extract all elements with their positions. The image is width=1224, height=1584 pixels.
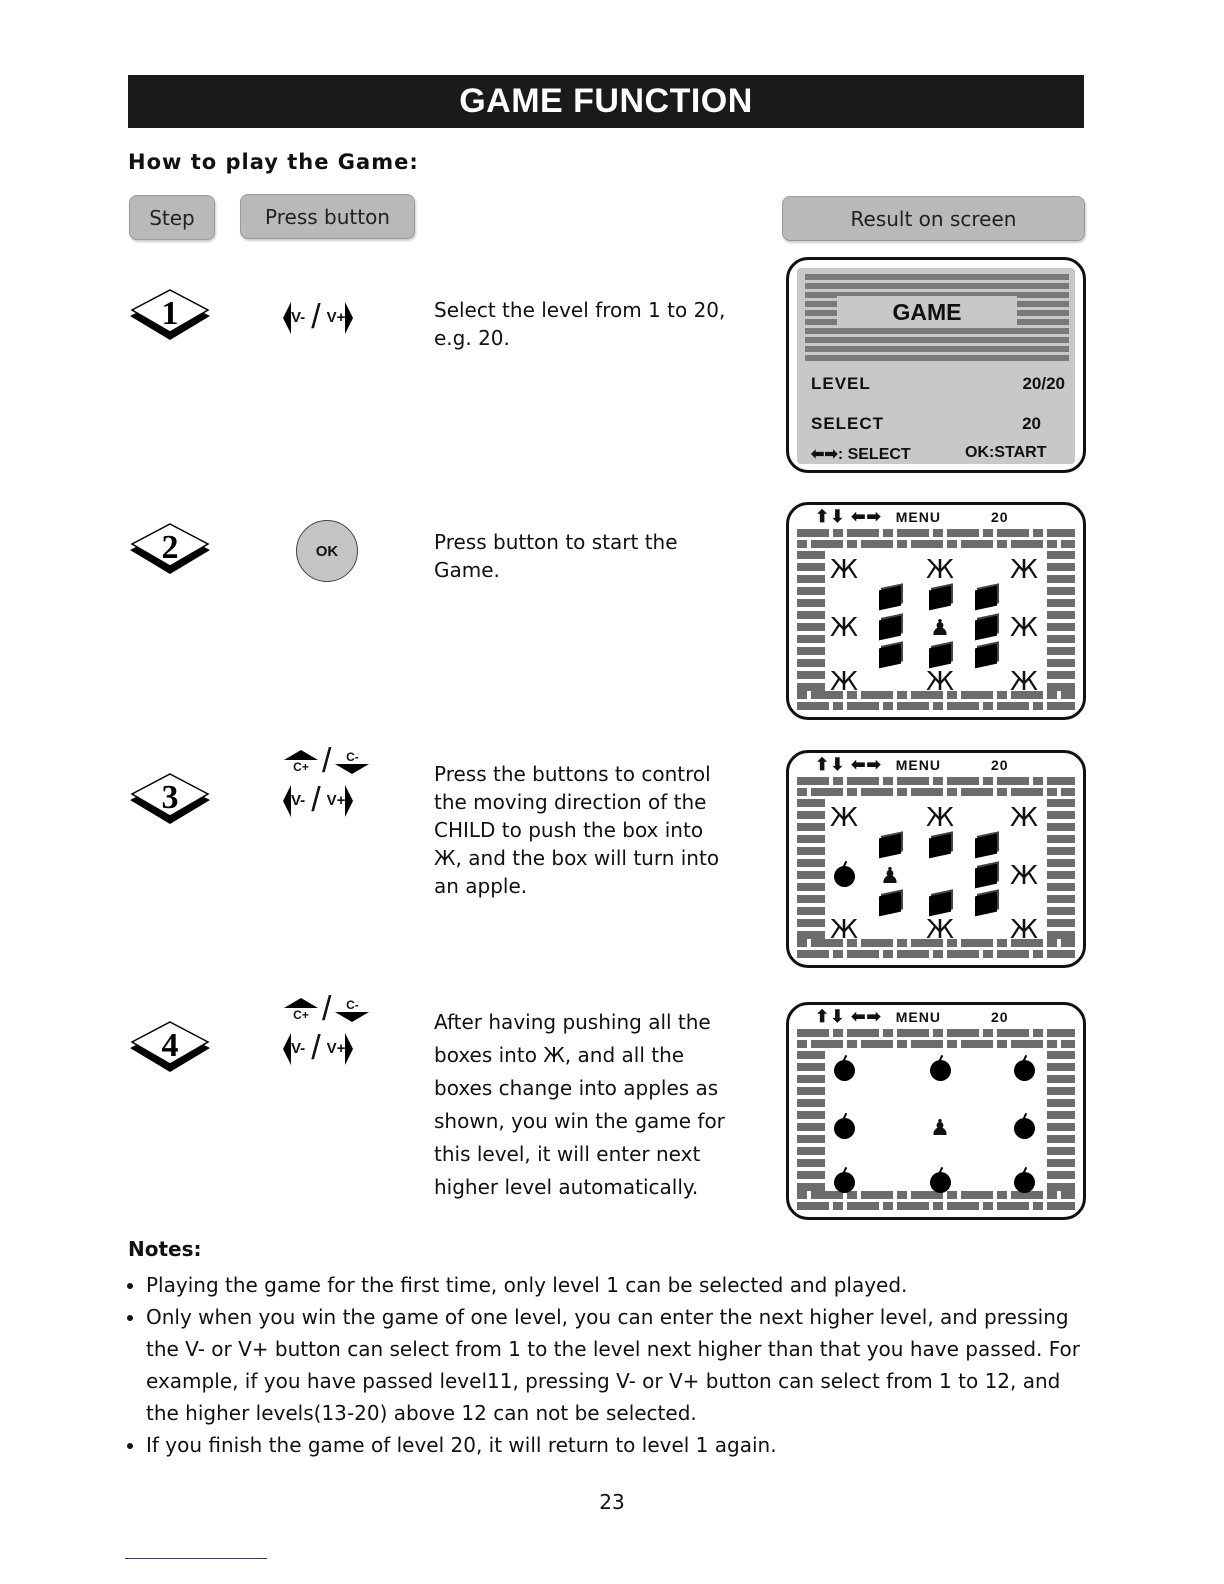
target-icon: Ж [1009,803,1038,833]
notes-section [128,1233,1088,1461]
menu-label: MENU [895,509,941,525]
right-arrow-icon [345,302,353,334]
target-icon: Ж [1009,667,1038,697]
target-icon: Ж [1009,613,1038,643]
press-button-header: Press button [240,194,415,239]
channel-buttons[interactable] [284,990,369,1029]
apple-icon [829,1167,859,1197]
left-right-arrows-icon: ⬅➡ [811,446,838,463]
target-icon: Ж [1009,915,1038,945]
brick-wall [1047,799,1075,939]
box-icon [875,889,905,919]
c-plus-label: C+ [293,759,309,774]
v-plus-label: V+ [326,1040,346,1057]
c-minus-label: C- [346,749,359,764]
step-description: Press button to start the Game. [434,530,678,582]
slash: / [311,781,321,819]
step-number-diamond [128,1020,212,1074]
level-indicator: 20 [990,1009,1009,1025]
select-label: SELECT [811,414,885,433]
start-hint: OK:START [965,444,1047,461]
ok-button[interactable]: OK [296,520,358,582]
apple-icon [829,1055,859,1085]
apple-icon [1009,1055,1039,1085]
section-banner: GAME FUNCTION [128,75,1084,128]
down-arrow-icon [335,1012,369,1022]
apple-icon [1009,1113,1039,1143]
level-value: 20/20 [1022,374,1065,393]
box-icon [875,583,905,613]
left-arrow-icon [283,785,291,817]
screen-game-start [786,502,1086,720]
select-hint: : SELECT [837,446,911,463]
step-description: After having pushing all the boxes into Ж, and all the boxes change into apples as shown, you win the game for this level, it will enter next higher level automatically. [434,1010,725,1199]
volume-buttons[interactable] [283,298,353,337]
target-icon: Ж [925,667,954,697]
box-icon [925,583,955,613]
box-icon [971,641,1001,671]
box-icon [971,889,1001,919]
channel-buttons[interactable] [284,742,369,781]
up-arrow-icon [284,750,318,760]
c-minus-label: C- [346,997,359,1012]
target-icon: Ж [925,915,954,945]
level-indicator: 20 [990,509,1009,525]
menu-label: MENU [895,757,941,773]
svg-text:1: 1 [161,295,179,332]
up-arrow-icon [284,998,318,1008]
brick-wall [1047,551,1075,691]
volume-buttons[interactable] [283,781,353,820]
v-plus-label: V+ [326,792,346,809]
menu-label: MENU [895,1009,941,1025]
target-icon: Ж [829,613,858,643]
game-title: GAME [837,296,1017,328]
v-minus-label: V- [291,1040,306,1057]
slash: / [311,298,321,336]
child-icon: ♟ [880,863,900,889]
level-indicator: 20 [990,757,1009,773]
svg-text:4: 4 [161,1027,179,1064]
target-icon: Ж [1009,555,1038,585]
target-icon: Ж [829,803,858,833]
step-header: Step [129,195,215,240]
left-arrow-icon [283,1033,291,1065]
target-icon: Ж [829,555,858,585]
arrow-keys-icon: ⬆⬇ ⬅➡ [815,755,882,774]
v-plus-label: V+ [326,309,346,326]
apple-icon [829,1113,859,1143]
box-icon [875,613,905,643]
slash: / [311,1029,321,1067]
step-number-diamond [128,522,212,576]
result-header: Result on screen [782,196,1085,241]
step-number-diamond [128,772,212,826]
brick-wall [1047,1051,1075,1191]
box-icon [971,861,1001,891]
footer-rule [125,1558,267,1559]
box-icon [875,831,905,861]
right-arrow-icon [345,1033,353,1065]
arrow-keys-icon: ⬆⬇ ⬅➡ [815,507,882,526]
step-description: Select the level from 1 to 20, e.g. 20. [434,298,726,350]
note-item: • Playing the game for the first time, only level 1 can be selected and played. [146,1269,1088,1301]
screen-game-playing [786,750,1086,968]
level-label: LEVEL [811,374,871,393]
apple-icon [829,861,859,891]
left-arrow-icon [283,302,291,334]
apple-icon [925,1167,955,1197]
c-plus-label: C+ [293,1007,309,1022]
arrow-keys-icon: ⬆⬇ ⬅➡ [815,1007,882,1026]
box-icon [971,613,1001,643]
notes-title: Notes: [128,1237,202,1261]
volume-buttons[interactable] [283,1029,353,1068]
select-value: 20 [1022,414,1041,433]
box-icon [875,641,905,671]
v-minus-label: V- [291,792,306,809]
child-icon: ♟ [930,615,950,641]
box-icon [971,831,1001,861]
step-number-diamond [128,288,212,342]
svg-text:3: 3 [161,779,179,816]
apple-icon [925,1055,955,1085]
screen-game-won [786,1002,1086,1220]
note-item: • Only when you win the game of one level, you can enter the next higher level, and pressing the V- or V+ button can select from 1 to the level next higher than that you have passed. For example, if you have passed level11, pressing V- or V+ button can select from 1 to 12, and the higher levels(13-20) above 12 can not be selected. [146,1301,1088,1429]
target-icon: Ж [1009,861,1038,891]
target-icon: Ж [925,555,954,585]
brick-wall [797,1051,825,1191]
svg-text:2: 2 [161,529,179,566]
target-icon: Ж [829,915,858,945]
section-subtitle: How to play the Game: [128,150,419,174]
v-minus-label: V- [291,309,306,326]
target-icon: Ж [829,667,858,697]
slash: / [322,990,332,1028]
box-icon [925,831,955,861]
target-icon: Ж [925,803,954,833]
brick-wall [797,551,825,691]
slash: / [322,742,332,780]
step-description: Press the buttons to control the moving direction of the CHILD to push the box into Ж, and the box will turn into an apple. [434,762,720,898]
note-item: • If you finish the game of level 20, it will return to level 1 again. [146,1429,1088,1461]
child-icon: ♟ [930,1115,950,1141]
down-arrow-icon [335,764,369,774]
page-number: 23 [599,1490,625,1514]
brick-wall [797,799,825,939]
box-icon [971,583,1001,613]
apple-icon [1009,1167,1039,1197]
screen-level-select [786,257,1086,473]
right-arrow-icon [345,785,353,817]
